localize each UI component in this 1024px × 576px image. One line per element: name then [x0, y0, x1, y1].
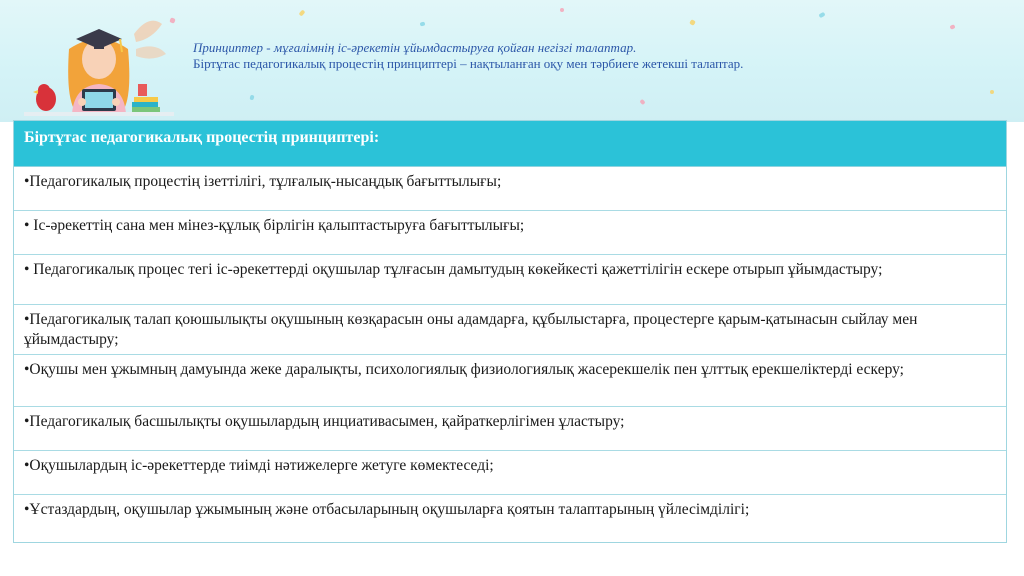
table-row: •Оқушылардың іс-әрекеттерде тиімді нәтижелерге жетуге көмектеседі; — [14, 451, 1006, 495]
header-line-2: Біртұтас педагогикалық процестің принциптері – нақтыланған оқу мен тәрбиеге жетекші талаптар. — [193, 56, 744, 71]
table-row: •Педагогикалық басшылықты оқушылардың инциативасымен, қайраткерлігімен ұластыру; — [14, 407, 1006, 451]
table-row: • Іс-әрекеттің сана мен мінез-құлық бірлігін қалыптастыруға бағыттылығы; — [14, 211, 1006, 255]
table-heading: Біртұтас педагогикалық процестің принциптері: — [14, 121, 1006, 167]
principles-table — [13, 120, 1007, 543]
table-row: •Оқушы мен ұжымның дамуында жеке даралықты, психологиялық физиологиялық жасерекшелік пен ұлттық ерекшеліктерді ескеру; — [14, 355, 1006, 407]
header-banner — [0, 0, 1024, 122]
header-text-block — [193, 40, 993, 72]
header-line-1: Принциптер - мұғалімнің іс-әрекетін ұйымдастыруға қойған негізгі талаптар. — [193, 40, 637, 55]
table-row: • Педагогикалық процес тегі іс-әрекеттерді оқушылар тұлғасын дамытудың көкейкесті қажеттілігін ескере отырып ұйымдастыру; — [14, 255, 1006, 305]
table-row: •Педагогикалық процестің ізеттілігі, тұлғалық-нысаңдық бағыттылығы; — [14, 167, 1006, 211]
table-row: •Ұстаздардың, оқушылар ұжымының және отбасыларының оқушыларға қоятын талаптарының үйлесімділігі; — [24, 501, 750, 518]
teacher-illustration — [24, 14, 174, 119]
table-row: •Педагогикалық талап қоюшылықты оқушының көзқарасын оны адамдарға, құбылыстарға, процестерге қарым-қатынасын сыйлау мен ұйымдастыру; — [14, 305, 1006, 355]
